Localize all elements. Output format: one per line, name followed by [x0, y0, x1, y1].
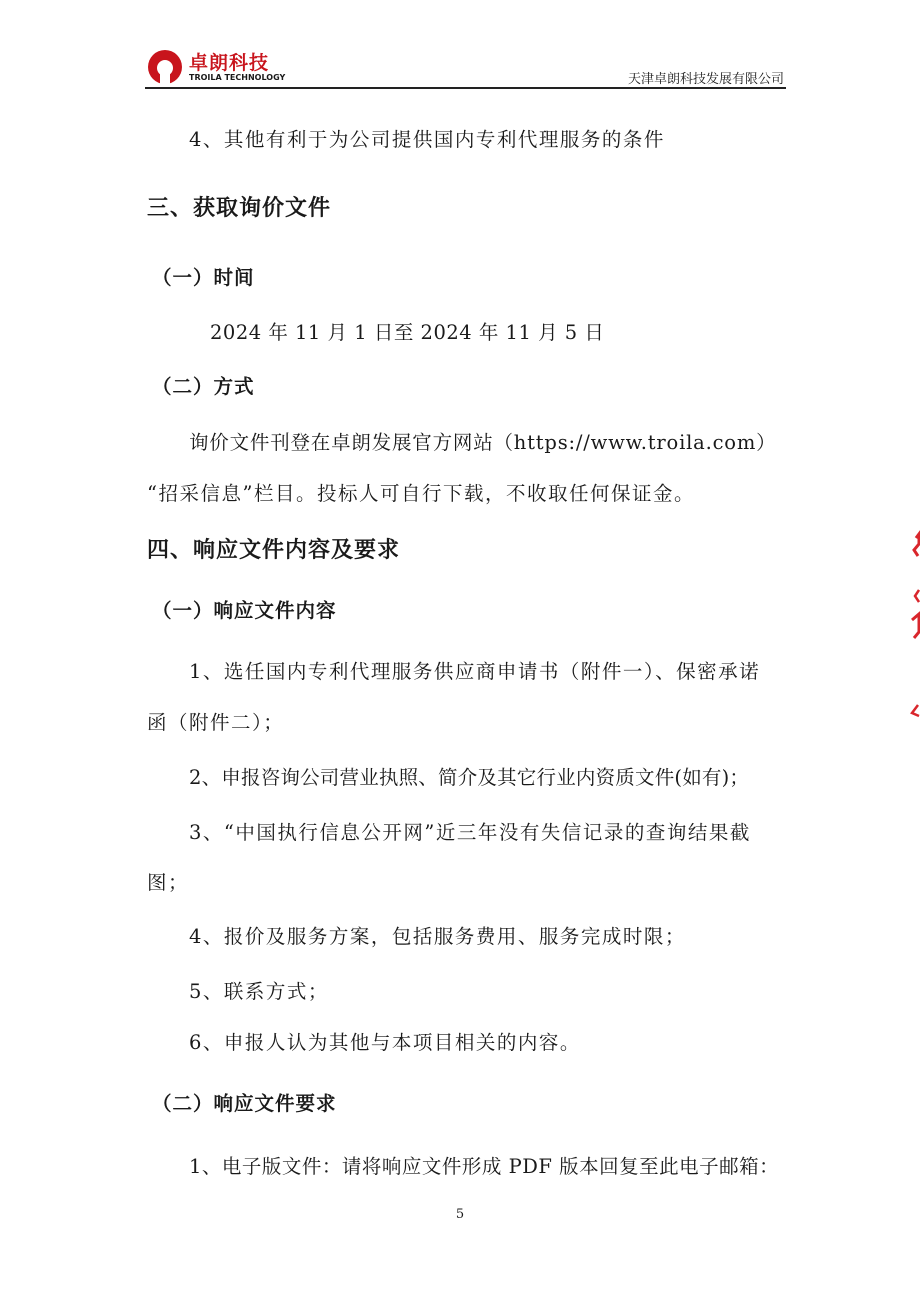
- company-name: 天津卓朗科技发展有限公司: [627, 72, 784, 87]
- subheading-response-content: （一）响应文件内容: [152, 599, 337, 622]
- method-paragraph-line-2: “招采信息”栏目。投标人可自行下载，不收取任何保证金。: [147, 482, 695, 505]
- time-range: 2024 年 11 月 1 日至 2024 年 11 月 5 日: [210, 321, 605, 344]
- content-item-5: 5、联系方式；: [189, 980, 329, 1003]
- subheading-time: （一）时间: [152, 266, 255, 289]
- content-item-1: 1、选任国内专利代理服务供应商申请书（附件一）、保密承诺: [189, 660, 761, 683]
- content-item-4: 4、报价及服务方案，包括服务费用、服务完成时限；: [189, 925, 686, 948]
- content-item-6: 6、申报人认为其他与本项目相关的内容。: [189, 1031, 581, 1054]
- content-item-2: 2、申报咨询公司营业执照、简介及其它行业内资质文件(如有)；: [189, 766, 750, 789]
- subheading-response-requirements: （二）响应文件要求: [152, 1092, 337, 1115]
- requirement-item-1: 1、电子版文件：请将响应文件形成 PDF 版本回复至此电子邮箱：: [189, 1155, 780, 1178]
- condition-item-4: 4、其他有利于为公司提供国内专利代理服务的条件: [189, 128, 665, 151]
- method-paragraph-line-1: 询价文件刊登在卓朗发展官方网站（https://www.troila.com）: [189, 431, 777, 454]
- troila-logo-icon: [145, 48, 185, 86]
- company-logo: [145, 46, 305, 90]
- page-header: [145, 46, 786, 90]
- subheading-method: （二）方式: [152, 375, 255, 398]
- content-item-3: 3、“中国执行信息公开网”近三年没有失信记录的查询结果截: [189, 821, 751, 844]
- page-number: 5: [455, 1207, 465, 1222]
- seal-stamp-edge-icon: [906, 530, 920, 730]
- header-divider: [145, 87, 786, 89]
- section-heading-4: 四、响应文件内容及要求: [147, 538, 401, 563]
- logo-english-name: TROILA TECHNOLOGY: [189, 73, 286, 82]
- logo-chinese-name: 卓朗科技: [189, 52, 270, 74]
- section-heading-3: 三、获取询价文件: [147, 196, 332, 221]
- content-item-3-continued: 图；: [147, 871, 190, 894]
- content-item-1-continued: 函（附件二）；: [147, 711, 285, 734]
